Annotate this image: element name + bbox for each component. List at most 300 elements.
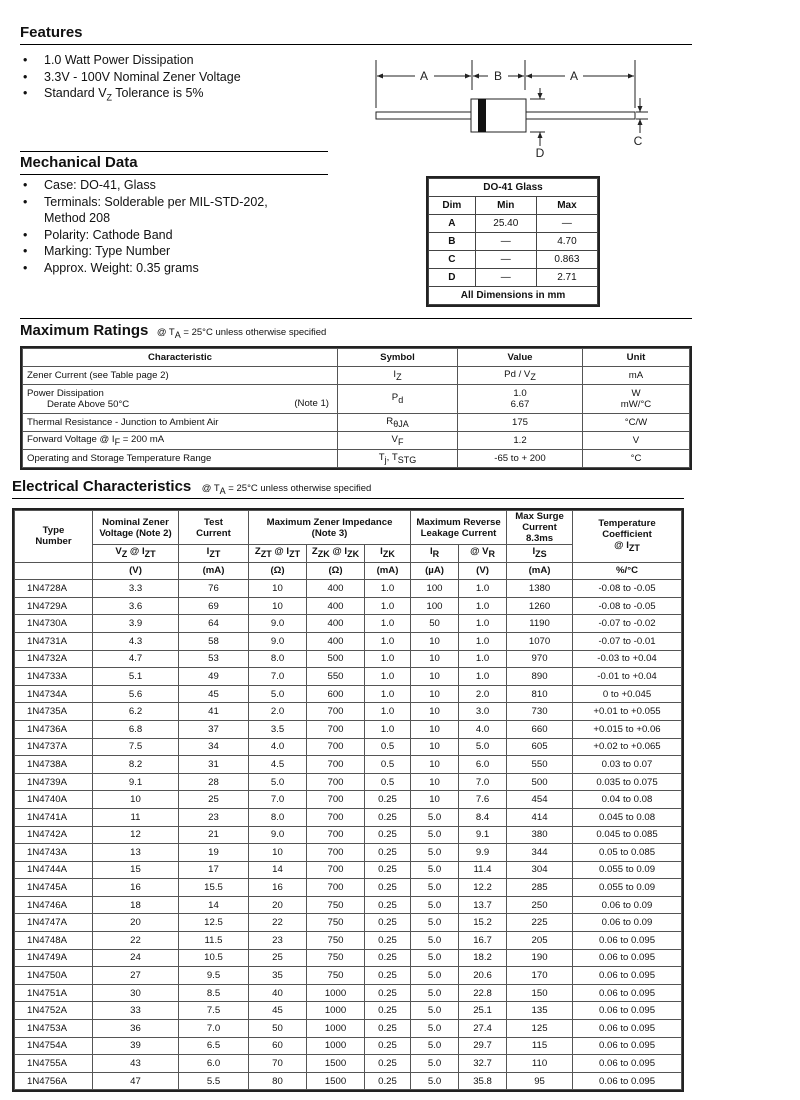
mech-text: Method 208	[44, 211, 111, 225]
cell: 750	[307, 949, 365, 967]
cell: 20	[93, 914, 179, 932]
hdr-sub: ZK	[382, 549, 395, 560]
cell: A	[429, 215, 476, 233]
cell: 0.25	[365, 826, 411, 844]
table-row	[15, 1055, 682, 1073]
part-number-cell: 1N4736A	[15, 720, 93, 738]
cell: 5.0	[411, 1002, 459, 1020]
sym: I	[393, 369, 397, 381]
hdr-text: Z	[311, 546, 318, 558]
sym-vz	[93, 545, 179, 563]
cell: 4.5	[249, 756, 307, 774]
cell: 24	[93, 949, 179, 967]
dim-label-d: D	[535, 146, 545, 160]
dim-label-c: C	[633, 134, 643, 148]
cell: 1.0	[459, 580, 507, 598]
unit-cell: (mA)	[365, 562, 411, 580]
cell: 16	[249, 879, 307, 897]
sym: V	[391, 434, 398, 446]
cell: 12.5	[179, 914, 249, 932]
sym-izs	[507, 545, 573, 563]
part-number-cell: 1N4733A	[15, 668, 93, 686]
cell: 400	[307, 615, 365, 633]
sym-sub: F	[397, 436, 404, 447]
cell: 3.9	[93, 615, 179, 633]
cell: 16	[93, 879, 179, 897]
part-number-cell: 1N4742A	[15, 826, 93, 844]
cell: 5.1	[93, 668, 179, 686]
electrical-condition	[202, 483, 372, 494]
cell: 344	[507, 844, 573, 862]
part-number-cell: 1N4747A	[15, 914, 93, 932]
table-row	[15, 597, 682, 615]
do41-col-header: Dim	[429, 197, 476, 215]
cell: 1380	[507, 580, 573, 598]
cell: 1.0	[365, 650, 411, 668]
part-number-cell: 1N4728A	[15, 580, 93, 598]
hdr-text: I	[380, 546, 383, 558]
cell	[338, 367, 458, 385]
cell: 10	[411, 720, 459, 738]
cell: °C/W	[583, 414, 690, 432]
cell: 5.0	[249, 685, 307, 703]
char-line: Derate Above 50°C	[47, 399, 130, 410]
sym-ir	[411, 545, 459, 563]
cell: 4.7	[93, 650, 179, 668]
cell: 1070	[507, 632, 573, 650]
cell: 5.0	[459, 738, 507, 756]
list-item	[20, 52, 320, 69]
cell	[23, 385, 338, 414]
sym-zzk	[307, 545, 365, 563]
cell: 500	[507, 773, 573, 791]
cell: -0.08 to -0.05	[573, 580, 682, 598]
list-item	[20, 260, 320, 277]
sym-zzt	[249, 545, 307, 563]
char-sub: F	[114, 436, 121, 447]
cell: 8.0	[249, 650, 307, 668]
cell: 10	[411, 668, 459, 686]
cell: 1.0	[365, 668, 411, 686]
table-row	[15, 861, 682, 879]
mechanical-list	[20, 177, 320, 276]
cell: —	[475, 251, 536, 269]
cell: 20.6	[459, 967, 507, 985]
mechanical-section	[20, 151, 328, 175]
cell: 25.40	[475, 215, 536, 233]
cell	[338, 414, 458, 432]
cell: 5.0	[411, 1072, 459, 1090]
cell: 1.0	[365, 703, 411, 721]
cell: 18.2	[459, 949, 507, 967]
cell: 890	[507, 668, 573, 686]
cell: 11	[93, 808, 179, 826]
table-row	[15, 668, 682, 686]
char-line: Power Dissipation	[27, 388, 104, 399]
sym: P	[391, 392, 399, 404]
cell: 12	[93, 826, 179, 844]
cell	[458, 367, 583, 385]
cell: 1500	[307, 1055, 365, 1073]
cell: 730	[507, 703, 573, 721]
cell: 21	[179, 826, 249, 844]
max-ratings-title: Maximum Ratings	[20, 322, 149, 339]
cell: Thermal Resistance - Junction to Ambient Air	[23, 414, 338, 432]
part-number-cell: 1N4741A	[15, 808, 93, 826]
cell: 0.04 to 0.08	[573, 791, 682, 809]
cell: 22.8	[459, 984, 507, 1002]
table-row	[15, 1072, 682, 1090]
cell: 11.5	[179, 932, 249, 950]
part-number-cell: 1N4750A	[15, 967, 93, 985]
cell: 10	[249, 844, 307, 862]
table-row	[429, 215, 598, 233]
hdr-line: Type	[42, 525, 65, 537]
list-item	[20, 69, 320, 86]
col-header-surge	[507, 511, 573, 545]
part-number-cell: 1N4751A	[15, 984, 93, 1002]
cell: 13	[93, 844, 179, 862]
cell: 2.0	[249, 703, 307, 721]
cell: 10	[411, 791, 459, 809]
cell: 1.0	[459, 668, 507, 686]
unit-cell: %/°C	[573, 562, 682, 580]
mechanical-title: Mechanical Data	[20, 154, 138, 171]
cell: 1.0	[459, 615, 507, 633]
cell: 205	[507, 932, 573, 950]
cell: 125	[507, 1020, 573, 1038]
feature-text: 1.0 Watt Power Dissipation	[44, 53, 194, 67]
cell: 9.0	[249, 632, 307, 650]
cell: 10	[411, 773, 459, 791]
cell	[583, 385, 690, 414]
cell: -0.07 to -0.02	[573, 615, 682, 633]
part-number-cell: 1N4753A	[15, 1020, 93, 1038]
sym-izt	[179, 545, 249, 563]
cell: 0.25	[365, 1072, 411, 1090]
cell: 1500	[307, 1072, 365, 1090]
part-number-cell: 1N4731A	[15, 632, 93, 650]
cell: 5.0	[411, 967, 459, 985]
cell: 8.4	[459, 808, 507, 826]
cell: 60	[249, 1037, 307, 1055]
cell: 150	[507, 984, 573, 1002]
cell: 3.3	[93, 580, 179, 598]
mech-text: Terminals: Solderable per MIL-STD-202,	[44, 194, 268, 209]
hdr-line: Current	[196, 527, 231, 539]
electrical-table	[12, 508, 684, 1092]
cell: 700	[307, 703, 365, 721]
cell: 750	[307, 967, 365, 985]
cell: —	[536, 215, 597, 233]
cell: 1000	[307, 1020, 365, 1038]
feature-text: 3.3V - 100V Nominal Zener Voltage	[44, 69, 241, 84]
cell: 750	[307, 932, 365, 950]
cell: -0.01 to +0.04	[573, 668, 682, 686]
cell: 70	[249, 1055, 307, 1073]
table-row	[15, 967, 682, 985]
sym-sub: d	[398, 394, 404, 405]
cell: 5.0	[411, 932, 459, 950]
cell: 10	[411, 685, 459, 703]
cathode-band	[478, 99, 486, 132]
cell: 1.0	[459, 632, 507, 650]
cell: 0.25	[365, 1037, 411, 1055]
dim-label-b: B	[493, 69, 503, 83]
cell: 15	[93, 861, 179, 879]
unit: W	[631, 388, 641, 399]
cell: 23	[249, 932, 307, 950]
cell: 6.8	[93, 720, 179, 738]
cell: 5.0	[411, 879, 459, 897]
cell: 400	[307, 632, 365, 650]
cell: 49	[179, 668, 249, 686]
hdr-sub: ZT	[209, 549, 221, 560]
cell: -0.07 to -0.01	[573, 632, 682, 650]
cell: 115	[507, 1037, 573, 1055]
cell: 0 to +0.045	[573, 685, 682, 703]
table-row	[15, 896, 682, 914]
cell: 4.0	[459, 720, 507, 738]
cell: 7.6	[459, 791, 507, 809]
cell: 0.045 to 0.08	[573, 808, 682, 826]
cell: 1.0	[365, 685, 411, 703]
cell: 5.0	[411, 808, 459, 826]
unit-cell: (V)	[93, 562, 179, 580]
cell: 110	[507, 1055, 573, 1073]
cell: 17	[179, 861, 249, 879]
cell: 53	[179, 650, 249, 668]
cell: 660	[507, 720, 573, 738]
dim-label-a: A	[419, 69, 429, 83]
hdr-sub: ZT	[628, 543, 640, 554]
part-number-cell: 1N4735A	[15, 703, 93, 721]
cell: V	[583, 432, 690, 450]
cell: 100	[411, 597, 459, 615]
cell: 5.0	[411, 826, 459, 844]
features-section	[20, 24, 692, 45]
cell: 34	[179, 738, 249, 756]
cell: 0.25	[365, 1055, 411, 1073]
cell: 13.7	[459, 896, 507, 914]
list-item	[20, 85, 320, 106]
list-item	[20, 177, 320, 194]
cell	[23, 432, 338, 450]
col-header: Unit	[583, 349, 690, 367]
cell: 25	[249, 949, 307, 967]
cell: 0.06 to 0.095	[573, 1072, 682, 1090]
table-row	[23, 367, 690, 385]
col-header-leakage	[411, 511, 507, 545]
table-row	[15, 615, 682, 633]
part-number-cell: 1N4732A	[15, 650, 93, 668]
hdr-text: Z	[254, 546, 261, 558]
cell: 0.5	[365, 738, 411, 756]
hdr-line: Current	[522, 522, 557, 533]
table-row	[15, 773, 682, 791]
cell: 700	[307, 826, 365, 844]
col-header-nominal	[93, 511, 179, 545]
features-rule	[20, 44, 692, 45]
cell: 0.045 to 0.085	[573, 826, 682, 844]
val-sub: Z	[530, 371, 536, 382]
cell: 0.25	[365, 949, 411, 967]
cell: +0.02 to +0.065	[573, 738, 682, 756]
cell: 7.5	[93, 738, 179, 756]
cell: 0.055 to 0.09	[573, 879, 682, 897]
hdr-line: Test	[203, 516, 223, 528]
cell: 58	[179, 632, 249, 650]
cell: 0.25	[365, 879, 411, 897]
mech-text: Marking: Type Number	[44, 244, 171, 258]
cell: 0.06 to 0.095	[573, 1037, 682, 1055]
part-number-cell: 1N4754A	[15, 1037, 93, 1055]
cell: 700	[307, 773, 365, 791]
hdr-sub: ZK	[317, 549, 330, 560]
cell: 225	[507, 914, 573, 932]
cell: 9.9	[459, 844, 507, 862]
hdr-line: Maximum Reverse	[416, 516, 501, 528]
cell: 18	[93, 896, 179, 914]
table-row	[23, 414, 690, 432]
table-row	[23, 450, 690, 468]
mechanical-top-rule	[20, 151, 328, 152]
cell: 37	[179, 720, 249, 738]
cell: 1000	[307, 1037, 365, 1055]
unit-cell: (mA)	[179, 562, 249, 580]
cell: 1.0	[365, 580, 411, 598]
cell: 33	[93, 1002, 179, 1020]
cell: 25	[179, 791, 249, 809]
cell: 2.71	[536, 269, 597, 287]
cell: 5.0	[249, 773, 307, 791]
cell: 35.8	[459, 1072, 507, 1090]
cell: 8.0	[249, 808, 307, 826]
cell	[338, 432, 458, 450]
cell: 0.06 to 0.095	[573, 1020, 682, 1038]
table-row	[15, 580, 682, 598]
cell: 810	[507, 685, 573, 703]
cell: 22	[93, 932, 179, 950]
cell: 3.5	[249, 720, 307, 738]
table-row	[15, 826, 682, 844]
sym: , T	[386, 452, 398, 464]
cell: —	[475, 233, 536, 251]
cell: 6.0	[179, 1055, 249, 1073]
cell: 750	[307, 896, 365, 914]
cell: 0.863	[536, 251, 597, 269]
cell: 5.5	[179, 1072, 249, 1090]
cell: 135	[507, 1002, 573, 1020]
table-row	[15, 632, 682, 650]
cell: 7.0	[459, 773, 507, 791]
unit: mW/°C	[620, 399, 652, 410]
table-row	[15, 1037, 682, 1055]
max-ratings-section	[20, 318, 692, 340]
cell: 19	[179, 844, 249, 862]
cell: 0.25	[365, 984, 411, 1002]
mechanical-rule	[20, 174, 328, 175]
cell: 700	[307, 720, 365, 738]
feature-sub: Z	[106, 92, 113, 103]
cell: 10	[411, 738, 459, 756]
list-item	[20, 227, 320, 244]
cond-text: = 25°C unless otherwise specified	[180, 327, 327, 338]
cell: 454	[507, 791, 573, 809]
cell: 10	[411, 756, 459, 774]
cell: 750	[307, 914, 365, 932]
cell: 0.25	[365, 914, 411, 932]
sym-sub: θJA	[393, 418, 409, 429]
cell: 30	[93, 984, 179, 1002]
table-row	[15, 738, 682, 756]
cell: +0.015 to +0.06	[573, 720, 682, 738]
cell: mA	[583, 367, 690, 385]
cell: 1000	[307, 1002, 365, 1020]
do41-dimension-table	[426, 176, 600, 307]
cell: 100	[411, 580, 459, 598]
hdr-line: Nominal Zener	[102, 516, 169, 528]
cell: 550	[507, 756, 573, 774]
table-row	[23, 432, 690, 450]
part-number-cell: 1N4745A	[15, 879, 93, 897]
cell: 0.03 to 0.07	[573, 756, 682, 774]
cell: 9.1	[93, 773, 179, 791]
max-ratings-table	[20, 346, 692, 470]
part-number-cell: 1N4739A	[15, 773, 93, 791]
hdr-line: Leakage Current	[420, 527, 497, 539]
mech-text: Polarity: Cathode Band	[44, 227, 173, 242]
table-row	[429, 233, 598, 251]
cell: 550	[307, 668, 365, 686]
col-header-impedance	[249, 511, 411, 545]
mech-text: Approx. Weight: 0.35 grams	[44, 260, 199, 275]
cell: 9.0	[249, 615, 307, 633]
table-row	[23, 385, 690, 414]
hdr-line: 8.3ms	[525, 533, 554, 544]
hdr-text: I	[206, 546, 210, 558]
hdr-sub: ZT	[260, 549, 272, 560]
cell: 0.06 to 0.095	[573, 932, 682, 950]
cell: 14	[179, 896, 249, 914]
val: Pd / V	[504, 369, 531, 381]
part-number-cell: 1N4737A	[15, 738, 93, 756]
cell: 11.4	[459, 861, 507, 879]
cell: 400	[307, 597, 365, 615]
sym-izk	[365, 545, 411, 563]
electrical-rule	[12, 498, 684, 499]
cell: +0.01 to +0.055	[573, 703, 682, 721]
cell: 5.0	[411, 1055, 459, 1073]
hdr-line	[573, 540, 681, 554]
cell: 700	[307, 844, 365, 862]
cell: 0.25	[365, 808, 411, 826]
cell: 10	[249, 580, 307, 598]
cond-sub: A	[219, 485, 226, 496]
cell: 605	[507, 738, 573, 756]
cell: 0.25	[365, 932, 411, 950]
cell: 0.25	[365, 844, 411, 862]
cell: 10	[411, 703, 459, 721]
max-ratings-condition	[157, 327, 327, 338]
cell: 50	[411, 615, 459, 633]
cell: 700	[307, 738, 365, 756]
cell: 12.2	[459, 879, 507, 897]
unit-cell: (mA)	[507, 562, 573, 580]
do41-title: DO-41 Glass	[429, 179, 598, 197]
hdr-sub: ZS	[535, 549, 547, 560]
cell: 23	[179, 808, 249, 826]
